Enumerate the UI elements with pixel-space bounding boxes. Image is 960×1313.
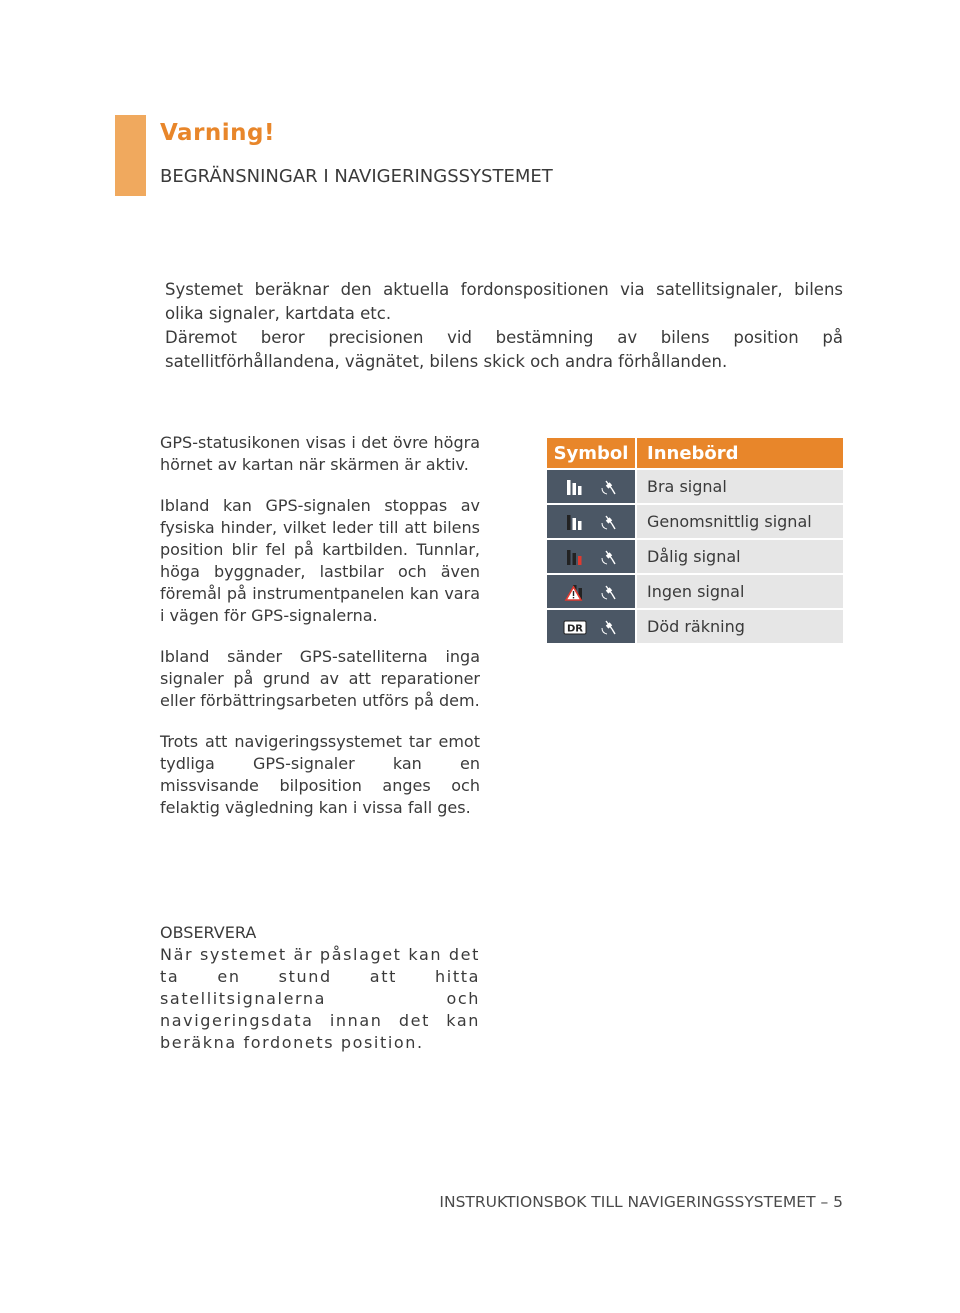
table-row [547, 540, 843, 573]
symbol-cell [547, 610, 637, 643]
note-body: När systemet är påslaget kan det ta en stund att hitta satellitsignalerna och navigeringsdata innan det kan beräkna fordonets position. [160, 945, 480, 1052]
meaning-cell: Död räkning [637, 610, 843, 643]
warning-subtitle: BEGRÄNSNINGAR I NAVIGERINGSSYSTEMET [160, 166, 553, 187]
symbol-cell [547, 575, 637, 608]
table-row [547, 575, 843, 608]
body-paragraph-4: Trots att navigeringssystemet tar emot tydliga GPS-signaler kan en missvisande bilposition anges och felaktig vägledning kan i vissa fall ges. [160, 732, 480, 817]
intro-paragraph-1: Systemet beräknar den aktuella fordonspositionen via satellitsignaler, bilens olika signaler, kartdata etc. [165, 280, 843, 323]
table-row [547, 505, 843, 538]
meaning-cell: Ingen signal [637, 575, 843, 608]
gps-signal-poor-icon [556, 544, 626, 570]
body-paragraph-1: GPS-statusikonen visas i det övre högra hörnet av kartan när skärmen är aktiv. [160, 433, 480, 474]
meaning-cell: Bra signal [637, 470, 843, 503]
intro-text [165, 278, 843, 374]
table-row [547, 470, 843, 503]
warning-title: Varning! [160, 120, 275, 146]
page-footer: INSTRUKTIONSBOK TILL NAVIGERINGSSYSTEMET – 5 [439, 1193, 843, 1211]
body-paragraph-2: Ibland kan GPS-signalen stoppas av fysiska hinder, vilket leder till att bilens position blir fel på kartbilden. Tunnlar, höga byggnader, lastbilar och även föremål på instrumentpanelen kan vara i vägen för GPS-signalerna. [160, 496, 480, 625]
gps-signal-none-icon [556, 579, 626, 605]
meaning-cell: Dålig signal [637, 540, 843, 573]
symbol-cell [547, 470, 637, 503]
meaning-cell: Genomsnittlig signal [637, 505, 843, 538]
table-row [547, 610, 843, 643]
header-meaning: Innebörd [637, 438, 843, 468]
body-paragraph-3: Ibland sänder GPS-satelliterna inga signaler på grund av att reparationer eller förbättringsarbeten utförs på dem. [160, 647, 480, 710]
symbol-cell [547, 505, 637, 538]
gps-signal-good-icon [556, 474, 626, 500]
gps-signal-average-icon [556, 509, 626, 535]
note-title: OBSERVERA [160, 923, 257, 942]
symbol-cell [547, 540, 637, 573]
note-box [160, 922, 480, 1054]
left-column [160, 432, 480, 838]
symbol-table [547, 436, 843, 645]
symbol-table-header [547, 438, 843, 468]
warning-bar [115, 115, 146, 196]
gps-dead-reckoning-icon [556, 614, 626, 640]
dr-badge-text: DR [566, 623, 584, 634]
header-symbol: Symbol [547, 438, 637, 468]
intro-paragraph-2: Däremot beror precisionen vid bestämning av bilens position på satellitförhållandena, vägnätet, bilens skick och andra förhållanden. [165, 328, 843, 371]
